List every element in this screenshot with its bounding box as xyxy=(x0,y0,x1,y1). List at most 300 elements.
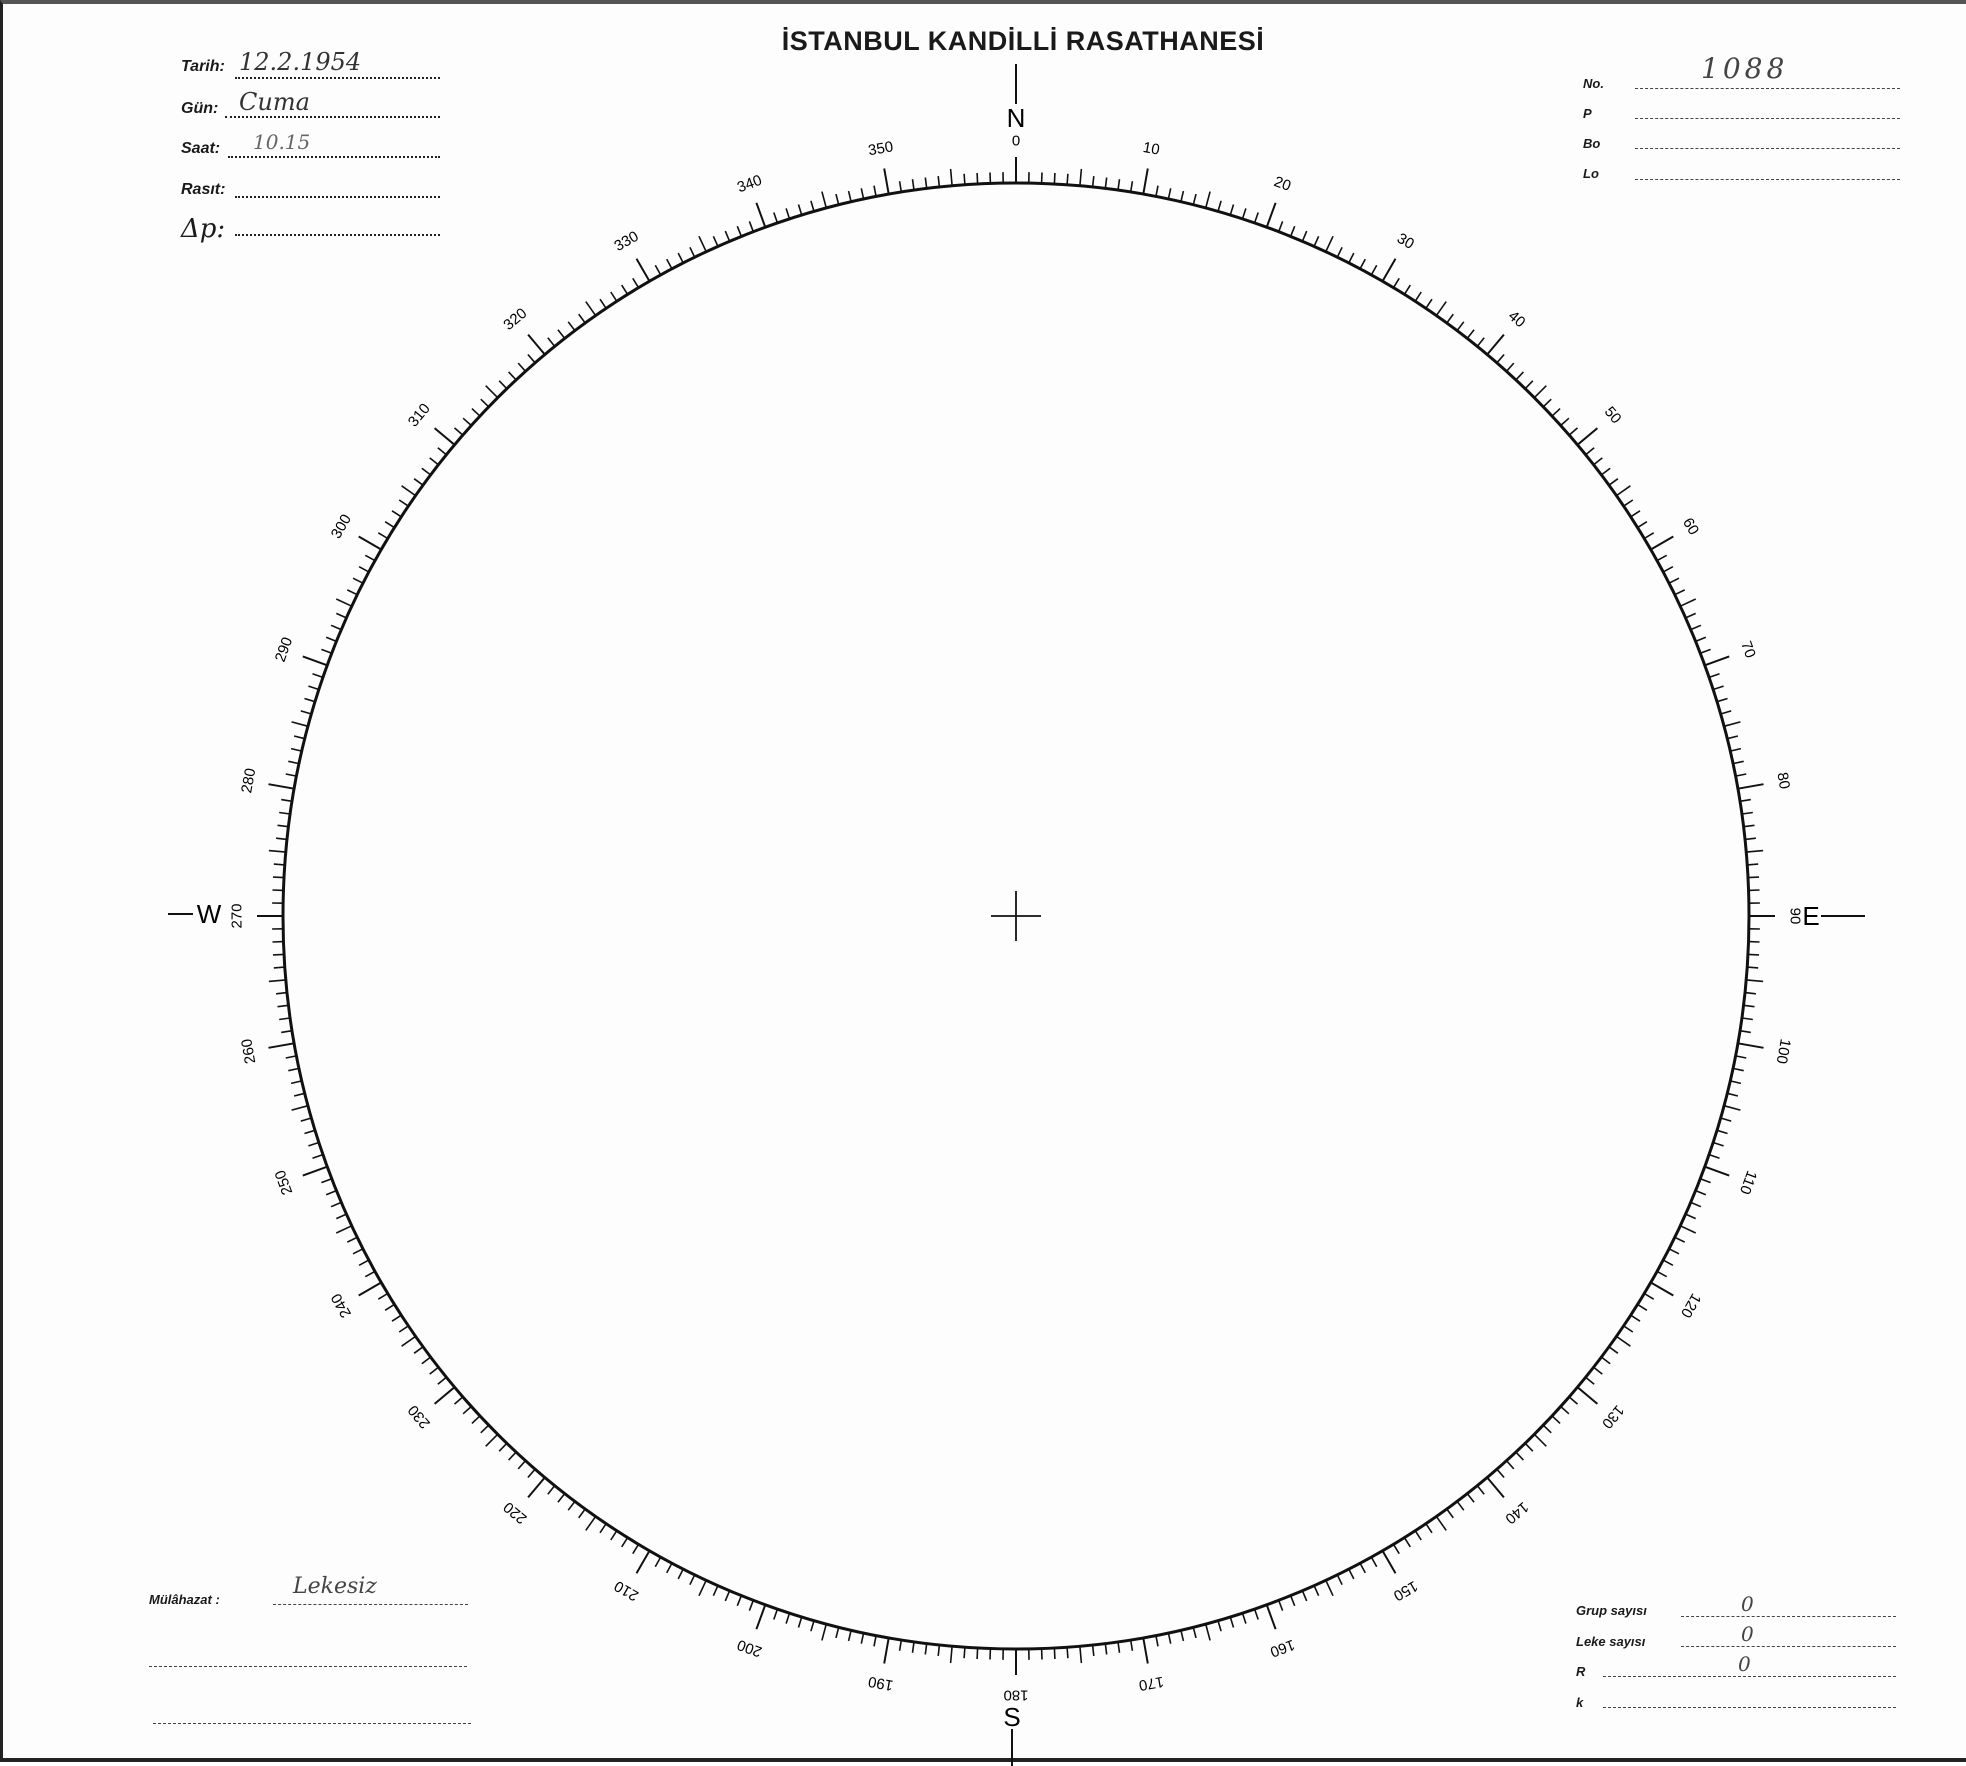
degree-label-80: 80 xyxy=(1773,771,1793,790)
degree-tick xyxy=(1093,1645,1094,1656)
degree-tick xyxy=(737,226,741,236)
degree-tick xyxy=(1516,1452,1524,1460)
degree-tick xyxy=(699,1580,706,1595)
degree-tick xyxy=(600,299,606,308)
degree-label-180: 180 xyxy=(1003,1687,1028,1704)
degree-tick xyxy=(499,381,507,389)
degree-tick xyxy=(725,1591,729,1601)
south-label: S xyxy=(1003,1702,1020,1732)
degree-tick xyxy=(951,1646,953,1663)
degree-tick xyxy=(568,1501,575,1510)
degree-tick xyxy=(1404,1538,1410,1547)
degree-tick xyxy=(1371,265,1376,275)
degree-tick xyxy=(1586,1377,1595,1384)
degree-tick xyxy=(611,292,617,301)
r-value[interactable]: 0 xyxy=(1738,1652,1751,1676)
degree-tick xyxy=(463,418,471,425)
group-count-value[interactable]: 0 xyxy=(1741,1592,1754,1616)
degree-tick xyxy=(1467,1494,1474,1503)
degree-tick xyxy=(1740,800,1751,802)
degree-tick xyxy=(1680,1226,1695,1233)
degree-tick xyxy=(756,1605,765,1629)
degree-tick xyxy=(1745,838,1756,839)
degree-tick xyxy=(1534,386,1546,398)
degree-tick xyxy=(558,330,565,339)
degree-tick xyxy=(1713,686,1724,689)
degree-tick xyxy=(1267,203,1276,227)
degree-label-240: 240 xyxy=(328,1290,355,1320)
degree-tick xyxy=(1426,299,1432,308)
page-title: İSTANBUL KANDİLLİ RASATHANESİ xyxy=(763,26,1283,57)
degree-tick xyxy=(269,980,286,982)
degree-tick xyxy=(392,1315,401,1321)
degree-tick xyxy=(1477,1486,1484,1495)
degree-tick xyxy=(1746,980,1763,982)
degree-tick xyxy=(1744,1005,1755,1006)
degree-tick xyxy=(1394,1544,1400,1553)
degree-tick xyxy=(1569,428,1577,435)
degree-tick xyxy=(359,1283,382,1296)
degree-tick xyxy=(633,278,639,287)
degree-tick xyxy=(822,192,826,208)
degree-tick xyxy=(1279,221,1283,231)
degree-tick xyxy=(1594,1367,1603,1374)
degree-tick xyxy=(900,1640,902,1651)
degree-tick xyxy=(1663,1260,1673,1265)
degree-tick xyxy=(385,1304,394,1310)
degree-tick xyxy=(811,1621,814,1632)
degree-tick xyxy=(1168,1633,1170,1644)
degree-label-70: 70 xyxy=(1737,639,1759,660)
degree-tick xyxy=(402,486,416,496)
degree-tick xyxy=(836,194,839,205)
degree-tick xyxy=(900,181,902,192)
degree-tick xyxy=(1487,335,1504,355)
degree-tick xyxy=(353,1249,363,1254)
degree-tick xyxy=(303,656,327,665)
degree-tick xyxy=(286,1056,297,1058)
degree-tick xyxy=(1360,259,1365,269)
degree-tick xyxy=(1067,1647,1068,1658)
degree-tick xyxy=(1691,1202,1701,1206)
degree-tick xyxy=(964,174,965,185)
degree-tick xyxy=(1747,967,1758,968)
degree-tick xyxy=(274,864,285,865)
degree-label-50: 50 xyxy=(1601,403,1625,427)
degree-tick xyxy=(430,458,439,465)
degree-tick xyxy=(1255,213,1259,223)
degree-tick xyxy=(286,774,297,776)
degree-tick xyxy=(518,1461,525,1469)
degree-tick xyxy=(1733,761,1744,763)
degree-tick xyxy=(1156,186,1158,197)
degree-tick xyxy=(1337,247,1342,257)
degree-tick xyxy=(1740,1031,1751,1033)
degree-tick xyxy=(713,1586,718,1596)
degree-tick xyxy=(435,428,455,445)
degree-tick xyxy=(1181,191,1184,202)
degree-label-300: 300 xyxy=(328,511,355,541)
degree-tick xyxy=(786,1613,789,1624)
degree-tick xyxy=(430,1367,439,1374)
degree-tick xyxy=(1314,1586,1319,1596)
degree-tick xyxy=(690,247,695,257)
degree-tick xyxy=(749,221,753,231)
degree-tick xyxy=(463,1407,471,1414)
degree-tick xyxy=(1663,567,1673,572)
degree-tick xyxy=(1255,1609,1259,1619)
degree-label-10: 10 xyxy=(1142,139,1161,159)
degree-tick xyxy=(1349,1569,1354,1579)
degree-tick xyxy=(1686,613,1696,618)
degree-tick xyxy=(1651,1283,1674,1296)
degree-tick xyxy=(378,1294,387,1300)
degree-tick xyxy=(1218,1621,1221,1632)
degree-tick xyxy=(1552,1416,1560,1424)
degree-tick xyxy=(1291,226,1295,236)
degree-tick xyxy=(637,1551,650,1574)
degree-tick xyxy=(294,1093,305,1096)
degree-tick xyxy=(509,1452,516,1460)
degree-label-160: 160 xyxy=(1268,1636,1297,1661)
degree-tick xyxy=(1747,864,1758,865)
degree-tick xyxy=(1552,409,1560,417)
degree-tick xyxy=(1601,1357,1610,1364)
degree-tick xyxy=(1516,372,1524,380)
degree-tick xyxy=(1745,993,1756,994)
degree-tick xyxy=(276,838,287,839)
degree-tick xyxy=(1457,322,1464,331)
degree-tick xyxy=(1415,292,1421,301)
degree-tick xyxy=(749,1600,753,1610)
degree-tick xyxy=(1302,1591,1306,1601)
degree-tick xyxy=(1651,537,1674,550)
degree-tick xyxy=(1525,381,1533,389)
degree-tick xyxy=(359,537,382,550)
remarks-label: Mülâhazat : xyxy=(149,1592,220,1607)
degree-tick xyxy=(1631,1315,1640,1321)
degree-tick xyxy=(1383,259,1396,282)
degree-tick xyxy=(667,1563,672,1573)
degree-tick xyxy=(1742,813,1753,815)
degree-tick xyxy=(1601,468,1610,475)
degree-tick xyxy=(1746,851,1763,853)
degree-tick xyxy=(1314,236,1319,246)
degree-tick xyxy=(586,1516,596,1530)
degree-tick xyxy=(1675,1237,1685,1242)
number-label: No. xyxy=(1583,76,1604,91)
degree-tick xyxy=(269,784,295,789)
k-label: k xyxy=(1576,1695,1583,1710)
degree-tick xyxy=(1616,486,1630,496)
degree-tick xyxy=(977,1648,978,1659)
degree-tick xyxy=(291,749,302,752)
degree-tick xyxy=(964,1647,965,1658)
degree-tick xyxy=(699,236,706,251)
degree-tick xyxy=(884,169,889,195)
solar-disk-dial xyxy=(3,4,1966,1766)
remarks-value[interactable]: Lekesiz xyxy=(293,1574,377,1599)
degree-tick xyxy=(294,736,305,739)
degree-label-110: 110 xyxy=(1736,1168,1760,1196)
number-value[interactable]: 1088 xyxy=(1701,52,1788,85)
degree-tick xyxy=(667,259,672,269)
degree-tick xyxy=(1337,1575,1342,1585)
p-label: P xyxy=(1583,106,1592,121)
degree-tick xyxy=(622,1538,628,1547)
degree-tick xyxy=(1561,1407,1569,1414)
degree-tick xyxy=(1624,500,1633,506)
degree-tick xyxy=(288,761,299,763)
degree-tick xyxy=(836,1627,839,1638)
degree-tick xyxy=(438,1377,447,1384)
degree-tick xyxy=(518,363,525,371)
degree-tick xyxy=(1657,555,1667,560)
degree-tick xyxy=(414,479,423,486)
degree-label-60: 60 xyxy=(1679,515,1702,538)
degree-tick xyxy=(481,399,489,407)
degree-tick xyxy=(278,1005,289,1006)
degree-tick xyxy=(321,649,331,653)
degree-tick xyxy=(1467,330,1474,339)
degree-label-330: 330 xyxy=(611,228,641,255)
degree-tick xyxy=(1436,302,1446,316)
degree-tick xyxy=(331,1202,341,1206)
degree-tick xyxy=(548,338,555,347)
degree-tick xyxy=(321,1179,331,1183)
degree-tick xyxy=(579,314,586,323)
degree-tick xyxy=(1730,1081,1741,1084)
degree-tick xyxy=(1742,1018,1753,1020)
degree-tick xyxy=(1291,1596,1295,1606)
degree-tick xyxy=(568,322,575,331)
degree-tick xyxy=(1578,1387,1598,1404)
degree-tick xyxy=(301,711,312,714)
degree-label-340: 340 xyxy=(735,172,764,197)
degree-tick xyxy=(1578,428,1598,445)
time-value[interactable]: 10.15 xyxy=(253,130,310,154)
degree-tick xyxy=(1105,178,1106,189)
degree-tick xyxy=(1093,176,1094,187)
degree-tick xyxy=(1733,1068,1744,1070)
degree-tick xyxy=(786,208,789,219)
degree-tick xyxy=(633,1544,639,1553)
degree-tick xyxy=(336,599,351,606)
degree-tick xyxy=(1507,1461,1514,1469)
degree-tick xyxy=(1738,1043,1764,1048)
degree-label-270: 270 xyxy=(229,903,246,928)
degree-tick xyxy=(1724,1106,1740,1110)
degree-tick xyxy=(269,1043,295,1048)
degree-tick xyxy=(308,1143,319,1146)
degree-tick xyxy=(655,265,660,275)
degree-tick xyxy=(336,1226,351,1233)
delta-p-label: Δp: xyxy=(181,214,225,244)
degree-tick xyxy=(336,1214,346,1219)
degree-tick xyxy=(1543,399,1551,407)
degree-tick xyxy=(1744,825,1755,826)
degree-tick xyxy=(273,877,284,878)
degree-tick xyxy=(1638,522,1647,528)
degree-tick xyxy=(1543,1425,1551,1433)
degree-tick xyxy=(1371,1557,1376,1567)
degree-tick xyxy=(861,1633,863,1644)
degree-tick xyxy=(938,176,939,187)
degree-label-90: 90 xyxy=(1787,908,1804,925)
degree-tick xyxy=(1218,201,1221,212)
degree-label-30: 30 xyxy=(1394,230,1417,253)
degree-tick xyxy=(925,178,926,189)
date-label: Tarih: xyxy=(181,58,225,76)
degree-tick xyxy=(1657,1271,1667,1276)
degree-tick xyxy=(1507,363,1514,371)
observer-label: Rasıt: xyxy=(181,181,225,199)
degree-tick xyxy=(977,173,978,184)
degree-tick xyxy=(655,1557,660,1567)
degree-tick xyxy=(1243,208,1246,219)
degree-tick xyxy=(1644,1294,1653,1300)
degree-label-310: 310 xyxy=(405,400,434,430)
degree-tick xyxy=(274,967,285,968)
degree-tick xyxy=(347,1237,357,1242)
degree-tick xyxy=(438,448,447,455)
degree-tick xyxy=(1586,448,1595,455)
degree-tick xyxy=(637,259,650,282)
degree-tick xyxy=(1143,169,1148,195)
degree-tick xyxy=(1415,1531,1421,1540)
degree-tick xyxy=(353,578,363,583)
degree-tick xyxy=(1709,1155,1719,1159)
degree-tick xyxy=(1748,954,1759,955)
degree-tick xyxy=(486,386,498,398)
degree-tick xyxy=(1730,749,1741,752)
degree-tick xyxy=(365,555,375,560)
degree-tick xyxy=(1569,1397,1577,1404)
degree-tick xyxy=(1713,1143,1724,1146)
degree-label-120: 120 xyxy=(1677,1290,1704,1320)
degree-tick xyxy=(1497,355,1504,363)
degree-tick xyxy=(849,1630,852,1641)
degree-tick xyxy=(1736,774,1747,776)
spot-count-label: Leke sayısı xyxy=(1576,1634,1645,1649)
degree-tick xyxy=(279,1018,290,1020)
degree-label-100: 100 xyxy=(1773,1037,1794,1065)
degree-tick xyxy=(1525,1443,1533,1451)
degree-tick xyxy=(1736,1056,1747,1058)
degree-tick xyxy=(359,1260,369,1265)
degree-tick xyxy=(1383,1551,1396,1574)
degree-tick xyxy=(1696,637,1706,641)
degree-tick xyxy=(291,1081,302,1084)
degree-tick xyxy=(313,1155,323,1159)
degree-tick xyxy=(509,372,516,380)
degree-tick xyxy=(278,825,289,826)
degree-label-200: 200 xyxy=(735,1636,764,1661)
degree-tick xyxy=(281,800,292,802)
degree-label-290: 290 xyxy=(272,635,297,664)
degree-label-210: 210 xyxy=(611,1577,641,1604)
degree-tick xyxy=(558,1494,565,1503)
degree-tick xyxy=(874,186,876,197)
degree-label-170: 170 xyxy=(1137,1673,1165,1694)
degree-tick xyxy=(1477,338,1484,347)
degree-tick xyxy=(690,1575,695,1585)
degree-tick xyxy=(455,1397,463,1404)
north-label: N xyxy=(1007,103,1026,133)
degree-tick xyxy=(528,355,535,363)
degree-tick xyxy=(1118,1642,1120,1653)
degree-tick xyxy=(1705,1167,1729,1176)
degree-tick xyxy=(1181,1630,1184,1641)
degree-tick xyxy=(273,954,284,955)
degree-tick xyxy=(756,203,765,227)
degree-tick xyxy=(861,188,863,199)
degree-tick xyxy=(1054,173,1055,184)
degree-tick xyxy=(1727,736,1738,739)
degree-tick xyxy=(528,1469,535,1477)
degree-tick xyxy=(1457,1501,1464,1510)
degree-label-280: 280 xyxy=(238,767,259,795)
degree-tick xyxy=(276,993,287,994)
degree-tick xyxy=(1669,1249,1679,1254)
degree-tick xyxy=(1326,236,1333,251)
degree-tick xyxy=(1624,1326,1633,1332)
degree-tick xyxy=(1131,1640,1133,1651)
degree-tick xyxy=(305,699,316,702)
degree-tick xyxy=(822,1624,826,1640)
degree-tick xyxy=(1404,285,1410,294)
degree-tick xyxy=(1193,1627,1196,1638)
degree-label-350: 350 xyxy=(867,138,895,159)
day-label: Gün: xyxy=(181,100,218,118)
b0-label: Bo xyxy=(1583,136,1600,151)
degree-tick xyxy=(472,1416,480,1424)
degree-tick xyxy=(402,1336,416,1346)
degree-tick xyxy=(392,511,401,517)
degree-tick xyxy=(331,625,341,629)
degree-tick xyxy=(1686,1214,1696,1219)
degree-tick xyxy=(774,213,778,223)
degree-tick xyxy=(1717,1130,1728,1133)
degree-tick xyxy=(1206,192,1210,208)
r-label: R xyxy=(1576,1664,1585,1679)
spot-count-value[interactable]: 0 xyxy=(1741,1622,1754,1646)
degree-tick xyxy=(1487,1478,1504,1498)
degree-tick xyxy=(292,1106,308,1110)
degree-label-130: 130 xyxy=(1598,1402,1627,1432)
degree-tick xyxy=(1638,1304,1647,1310)
time-label: Saat: xyxy=(181,140,220,158)
degree-tick xyxy=(1267,1605,1276,1629)
degree-tick xyxy=(1243,1613,1246,1624)
degree-tick xyxy=(305,1130,316,1133)
degree-tick xyxy=(1675,590,1685,595)
degree-tick xyxy=(548,1486,555,1495)
day-value[interactable]: Cuma xyxy=(239,88,310,116)
degree-tick xyxy=(579,1509,586,1518)
group-count-label: Grup sayısı xyxy=(1576,1603,1647,1618)
degree-tick xyxy=(303,1167,327,1176)
degree-tick xyxy=(1709,674,1719,678)
date-value[interactable]: 12.2.1954 xyxy=(239,48,361,76)
degree-tick xyxy=(1394,278,1400,287)
degree-label-260: 260 xyxy=(238,1037,259,1065)
degree-tick xyxy=(1705,656,1729,665)
degree-tick xyxy=(938,1645,939,1656)
degree-tick xyxy=(1691,625,1701,629)
degree-tick xyxy=(1534,1434,1546,1446)
degree-label-150: 150 xyxy=(1390,1577,1420,1604)
